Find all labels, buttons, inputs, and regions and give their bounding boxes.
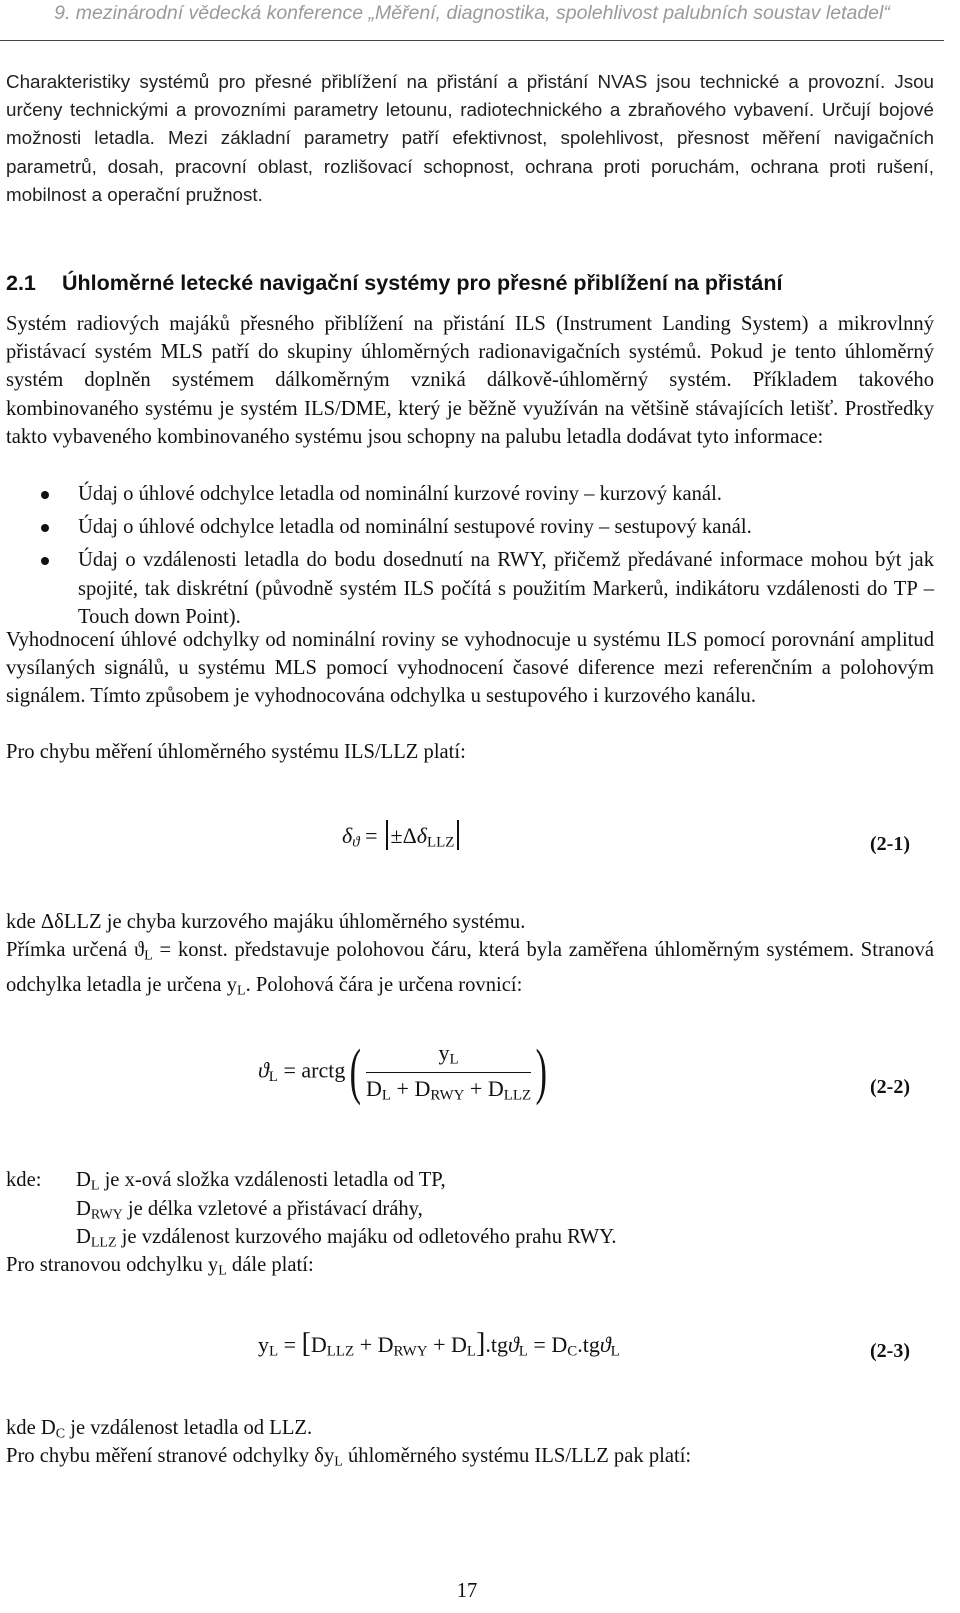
abs-bar-left	[386, 820, 388, 850]
running-header: 9. mezinárodní vědecká konference „Měření, diagnostika, spolehlivost palubních soustav letadel“	[0, 0, 944, 41]
list-item: Údaj o úhlové odchylce letadla od nominální sestupové roviny – sestupový kanál.	[0, 513, 934, 541]
kde-item-dllz: $D_{LLZ}$ je vzdálenost kurzového majáku od odletového prahu RWY.	[76, 1226, 617, 1251]
left-paren: (	[349, 1038, 362, 1107]
paragraph-evaluation: Vyhodnocení úhlové odchylky od nominální roviny se vyhodnocuje u systému ILS pomocí porovnání amplitud vysílaných signálů, u systému MLS pomocí vyhodnocení časové diference mezi referenčním a polohovým signálem. Tímto způsobem je vyhodnocována odchylka u sestupového i kurzového kanálu.	[6, 629, 934, 708]
equation-number-2-1: (2-1)	[870, 833, 910, 855]
abs-bar-right	[457, 820, 459, 850]
kde-label: kde:	[6, 1169, 42, 1191]
section-number: 2.1	[6, 271, 36, 295]
bullet-icon	[41, 557, 49, 565]
paragraph-ils-mls: Systém radiových majáků přesného přiblížení na přistání ILS (Instrument Landing System) a mikrovlnný přistávací systém MLS patří do skupiny úhloměrných radionavigačních systémů. Pokud je tento úhloměrný systém doplněn systémem dálkoměrným vzniká dálkově-úhloměrný systém. Příkladem takového kombinovaného systému je systém ILS/DME, který je běžně využíván na většině stávajících letišť. Prostředky takto vybaveného kombinovaného systému jsou schopny na palubu letadla dodávat tyto informace:	[6, 313, 934, 448]
paragraph-position-line: Přímka určená $ϑ_L$ = konst. představuje polohovou čáru, která byla zaměřena úhloměrným systémem. Stranová odchylka letadla je určena $y_L$. Polohová čára je určena rovnicí:	[6, 939, 935, 999]
kde-item-drwy: $D_{RWY}$ je délka vzletové a přistávací dráhy,	[76, 1198, 423, 1223]
fraction: $\frac{y_L}{D_L + D_{RWY} + D_{LLZ}}$	[365, 1040, 532, 1104]
section-title: Úhloměrné letecké navigační systémy pro přesné přiblížení na přistání	[62, 271, 783, 295]
right-paren: )	[535, 1038, 548, 1107]
kde-item-dl: $D_L$ je x-ová složka vzdálenosti letadla od TP,	[76, 1169, 446, 1194]
intro-paragraph: Charakteristiky systémů pro přesné přiblížení na přistání a přistání NVAS jsou technické a provozní. Jsou určeny technickými a provozními parametry letounu, radiotechnického a zbraňového vybavení. Určují bojové možnosti letadla. Mezi základní parametry patří efektivnost, spolehlivost, přesnost měření navigačních parametrů, dosah, pracovní oblast, rozlišovací schopnost, ochrana proti poruchám, ochrana proti rušení, mobilnost a operační pružnost.	[6, 71, 934, 205]
equation-2-3: $y_L = [D_{LLZ} + D_{RWY} + D_L].tgϑ_L = D_C.tgϑ_L$	[258, 1328, 620, 1360]
bullet-list	[0, 480, 934, 636]
list-item: Údaj o vzdálenosti letadla do bodu dosednutí na RWY, přičemž předávané informace mohou být jak spojité, tak diskrétní (původně systém ILS počítá s použitím Markerů, indikátoru vzdálenosti do TP – Touch down Point).	[0, 546, 934, 631]
list-item: Údaj o úhlové odchylce letadla od nominální kurzové roviny – kurzový kanál.	[0, 480, 934, 508]
equation-number-2-2: (2-2)	[870, 1076, 910, 1098]
paragraph-side-deviation: Pro stranovou odchylku $y_L$ dále platí:	[6, 1254, 314, 1279]
section-heading	[6, 271, 946, 296]
equation-2-2: $ϑ_L$ = arctg( $\frac{y_L}{D_L + D_{RWY} + D_{LLZ}}$ )	[258, 1038, 548, 1107]
page-number: 17	[456, 1580, 478, 1602]
line-kde-dc: kde $D_C$ je vzdálenost letadla od LLZ.	[6, 1417, 313, 1442]
paragraph-error-intro: Pro chybu měření úhloměrného systému ILS/LLZ platí:	[6, 741, 466, 763]
paragraph-side-error: Pro chybu měření stranové odchylky $\delta y_L$ úhloměrného systému ILS/LLZ pak platí:	[6, 1445, 692, 1470]
bullet-icon	[41, 491, 49, 499]
equation-number-2-3: (2-3)	[870, 1340, 910, 1362]
bullet-icon	[41, 524, 49, 532]
equation-2-1: $\delta_ϑ = \pm\Delta\delta_{LLZ}$	[342, 820, 462, 852]
line-kde-llz: kde ΔδLLZ je chyba kurzového majáku úhloměrného systému.	[6, 911, 526, 933]
